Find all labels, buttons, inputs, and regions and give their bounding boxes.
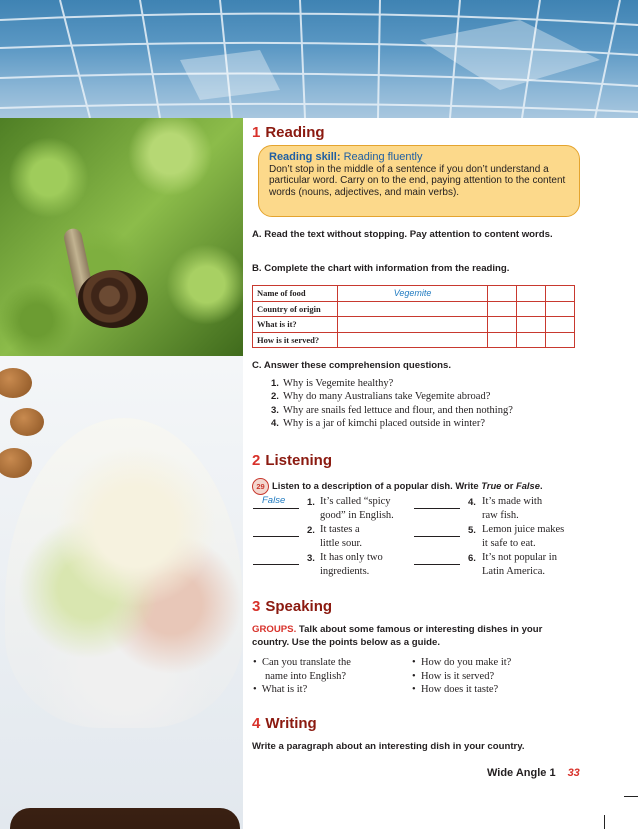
- list-item: It tastes a little sour.: [320, 524, 362, 549]
- chart-cell[interactable]: [546, 286, 575, 302]
- list-item: name into English?: [265, 670, 347, 682]
- chart-cell[interactable]: [338, 301, 488, 317]
- answer-blank[interactable]: [253, 552, 299, 565]
- list-item: It’s made with raw fish.: [482, 496, 543, 521]
- item-number: 4.: [468, 497, 476, 508]
- snail-shell: [78, 270, 148, 328]
- speaking-heading: [252, 598, 332, 615]
- chart-row-label: How is it served?: [253, 332, 338, 348]
- section-title: Writing: [265, 715, 317, 732]
- crop-mark: [624, 796, 638, 797]
- list-item: • How does it taste?: [412, 684, 499, 695]
- chart-cell[interactable]: [488, 317, 517, 333]
- list-item: It’s not popular in Latin America.: [482, 552, 557, 577]
- section-title: Reading: [265, 124, 325, 141]
- page-footer: [487, 767, 580, 779]
- bullet-list-right: [412, 656, 511, 697]
- writing-instruction: Write a paragraph about an interesting dish in your country.: [252, 741, 525, 752]
- chart-cell[interactable]: [546, 332, 575, 348]
- listening-heading: [252, 452, 332, 469]
- skill-heading: [269, 152, 569, 164]
- chart-example-answer: Vegemite: [338, 286, 488, 302]
- list-item: Lemon juice makes it safe to eat.: [482, 524, 565, 549]
- writing-heading: [252, 715, 317, 732]
- example-answer: False: [262, 495, 286, 506]
- food-photo-column: [0, 118, 243, 829]
- glass-grid-graphic: [0, 0, 638, 118]
- chart-cell[interactable]: [488, 286, 517, 302]
- header-photo: [0, 0, 638, 118]
- list-item: • What is it?: [253, 684, 308, 695]
- chart-cell[interactable]: [517, 332, 546, 348]
- speaking-instruction: GROUPS. Talk about some famous or interesting dishes in your country. Use the points below as a guide.: [252, 624, 543, 648]
- instruction-a: A. Read the text without stopping. Pay attention to content words.: [252, 229, 553, 240]
- chart-cell[interactable]: [546, 301, 575, 317]
- chart-cell[interactable]: [488, 301, 517, 317]
- list-item: 2. Why do many Australians take Vegemite abroad?: [271, 391, 491, 403]
- groups-label: GROUPS.: [252, 624, 297, 635]
- list-item: It’s called “spicy good” in English.: [320, 496, 394, 521]
- skill-name: Reading fluently: [343, 151, 423, 163]
- item-number: 6.: [468, 553, 476, 564]
- chart-row: [253, 317, 575, 333]
- chart-cell[interactable]: [517, 286, 546, 302]
- audio-track-badge[interactable]: 29: [252, 478, 269, 495]
- list-item: 1. Why is Vegemite healthy?: [271, 378, 394, 389]
- section-number: 4: [252, 715, 261, 732]
- bullet-list-left: [253, 656, 351, 697]
- reading-chart: [252, 285, 575, 348]
- chart-row: [253, 286, 575, 302]
- item-number: 1.: [307, 497, 315, 508]
- chart-cell[interactable]: [517, 301, 546, 317]
- chart-row-label: Name of food: [253, 286, 338, 302]
- answer-blank[interactable]: [414, 524, 460, 537]
- listening-instruction: 29 Listen to a description of a popular dish. Write True or False.: [252, 478, 582, 495]
- skill-text: Don’t stop in the middle of a sentence if you don’t understand a particular word. Carry on to the end, paying attention to the content words (nouns, adjectives, and main verbs).: [269, 163, 566, 198]
- skill-label: Reading skill:: [269, 151, 341, 163]
- section-number: 1: [252, 124, 261, 141]
- list-item: • Can you translate the: [253, 657, 351, 668]
- instruction-c: C. Answer these comprehension questions.: [252, 360, 452, 371]
- list-item: • How do you make it?: [412, 657, 512, 668]
- chart-cell[interactable]: [546, 317, 575, 333]
- bowl-photo: [10, 808, 240, 829]
- chart-row: [253, 332, 575, 348]
- list-item: It has only two ingredients.: [320, 552, 383, 577]
- section-title: Speaking: [265, 598, 333, 615]
- section-number: 3: [252, 598, 261, 615]
- book-title: Wide Angle 1: [487, 767, 556, 779]
- reading-heading: [252, 124, 325, 141]
- chart-row-label: What is it?: [253, 317, 338, 333]
- answer-blank[interactable]: [414, 552, 460, 565]
- chart-cell[interactable]: [517, 317, 546, 333]
- answer-blank[interactable]: [253, 524, 299, 537]
- instruction-b: B. Complete the chart with information from the reading.: [252, 263, 510, 274]
- chart-cell[interactable]: [338, 332, 488, 348]
- item-number: 3.: [307, 553, 315, 564]
- list-item: 4. Why is a jar of kimchi placed outside in winter?: [271, 417, 486, 429]
- chart-cell[interactable]: [488, 332, 517, 348]
- page-number: 33: [567, 767, 580, 779]
- chart-cell[interactable]: [338, 317, 488, 333]
- reading-skill-box: [258, 145, 580, 217]
- list-item: 3. Why are snails fed lettuce and flour, and then nothing?: [271, 404, 513, 416]
- item-number: 5.: [468, 525, 476, 536]
- section-number: 2: [252, 452, 261, 469]
- crop-mark: [604, 815, 605, 829]
- section-title: Listening: [265, 452, 333, 469]
- question-list: [271, 377, 513, 430]
- chart-row: [253, 301, 575, 317]
- item-number: 2.: [307, 525, 315, 536]
- chart-row-label: Country of origin: [253, 301, 338, 317]
- list-item: • How is it served?: [412, 670, 495, 682]
- answer-blank[interactable]: [414, 496, 460, 509]
